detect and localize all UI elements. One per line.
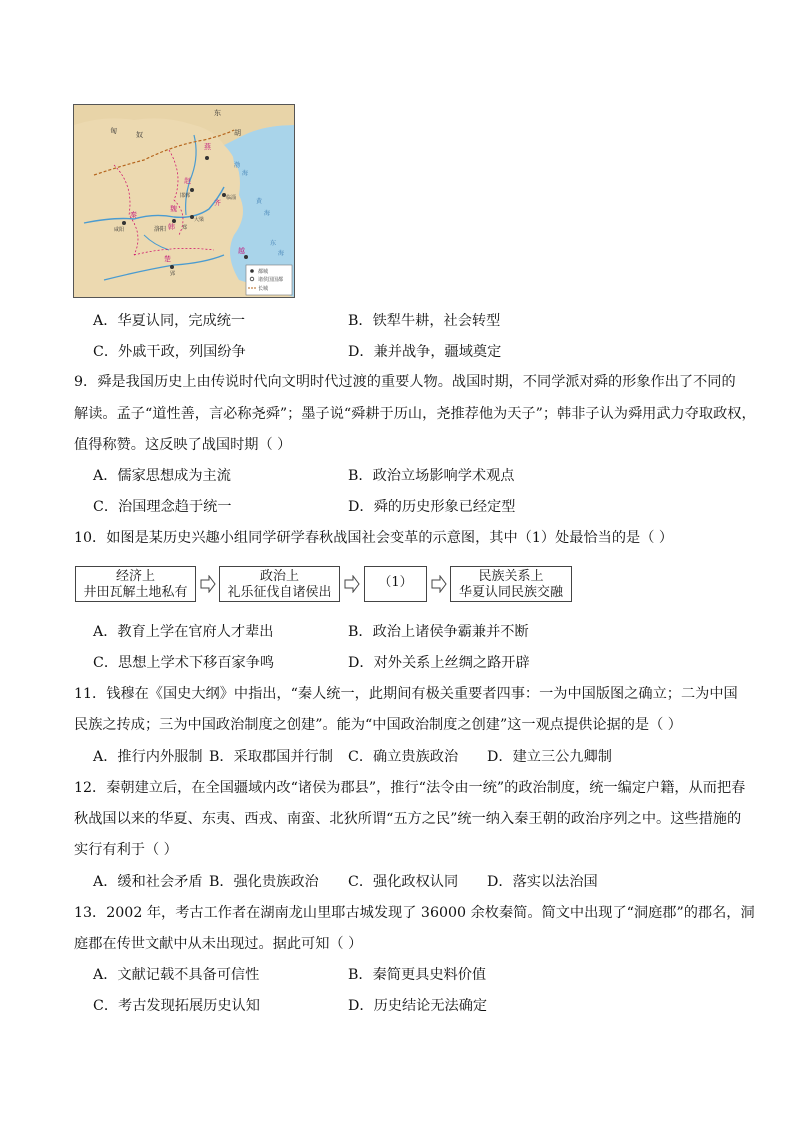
map-label-qi: 齐 — [214, 199, 221, 207]
map-label-xiong: 匈 — [110, 127, 117, 135]
map-label-sea-hai1: 海 — [242, 170, 249, 177]
q10-option-c: C．思想上学术下移百家争鸣 — [93, 655, 275, 671]
flow-box-blank-label: （1） — [378, 575, 413, 590]
map-label-qin: 秦 — [130, 211, 137, 219]
q10-option-b: B．政治上诸侯争霸兼并不断 — [348, 624, 529, 640]
q12-stem-line-1: 12．秦朝建立后，在全国疆域内改“诸侯为郡县”，推行“法令由一统”的政治制度，统一编定户籍，从而把春 — [74, 780, 746, 796]
q11-option-d: D．建立三公九卿制 — [487, 749, 612, 765]
q12-option-c: C．强化政权认同 — [348, 874, 459, 890]
q13-option-c: C．考古发现拓展历史认知 — [93, 998, 260, 1014]
flow-box-economy-title: 经济上 — [115, 569, 155, 584]
q9-stem-line-2: 解读。孟子“道性善，言必称尧舜”；墨子说“舜耕于历山，尧推荐他为天子”；韩非子认为舜用武力夺取政权， — [74, 406, 756, 422]
map-label-sea-huang: 黄 — [256, 198, 263, 205]
flow-arrow-3-icon — [431, 575, 447, 593]
q11-stem-line-1: 11．钱穆在《国史大纲》中指出，“秦人统一，此期间有极关重要者四事：一为中国版图之确立；二为中国 — [74, 686, 738, 702]
map-label-yan: 燕 — [204, 143, 211, 151]
flow-box-blank — [364, 566, 427, 602]
q11-stem-line-2: 民族之抟成；三为中国政治制度之创建”。能为“中国政治制度之创建”这一观点提供论据的是（ ） — [74, 717, 682, 733]
q10-option-d: D．对外关系上丝绸之路开辟 — [348, 655, 530, 671]
q8-option-a: A．华夏认同，完成统一 — [93, 313, 246, 329]
q12-stem-line-2: 秋战国以来的华夏、东夷、西戎、南蛮、北狄所谓“五方之民”统一纳入秦王朝的政治序列之中。这些措施的 — [74, 811, 742, 827]
map-label-linzi: 临淄 — [226, 195, 237, 201]
q13-option-d: D．历史结论无法确定 — [348, 998, 488, 1014]
flow-box-politics-title: 政治上 — [259, 569, 299, 584]
map-label-hu: 胡 — [234, 129, 241, 137]
flow-box-economy — [75, 566, 196, 602]
q10-option-a: A．教育上学在官府人才辈出 — [93, 624, 274, 640]
map-label-sea-hai3: 海 — [278, 250, 285, 257]
q9-stem-line-1: 9．舜是我国历史上由传说时代向文明时代过渡的重要人物。战国时期，不同学派对舜的形象作出了不同的 — [74, 374, 736, 390]
map-label-zhao: 赵 — [184, 177, 191, 185]
map-label-xianyang: 咸阳 — [114, 227, 125, 233]
q13-stem-line-1: 13．2002 年，考古工作者在湖南龙山里耶古城发现了 36000 余枚秦简。简文中出现了“洞庭郡”的郡名，洞 — [74, 905, 755, 921]
map-label-daliang: 大梁 — [194, 217, 205, 223]
warring-states-map — [73, 104, 295, 298]
flow-box-ethnic-text: 华夏认同民族交融 — [458, 585, 563, 600]
q8-option-b: B．铁犁牛耕，社会转型 — [348, 313, 501, 329]
map-label-chu: 楚 — [164, 255, 171, 263]
map-label-zheng: 郑 — [182, 225, 188, 231]
q11-option-b: B．采取郡国并行制 — [209, 749, 333, 765]
q10-stem: 10．如图是某历史兴趣小组同学研学春秋战国社会变革的示意图，其中（1）处最恰当的是（ ） — [74, 530, 674, 546]
flow-arrow-1-icon — [200, 575, 216, 593]
flow-box-ethnic-title: 民族关系上 — [478, 569, 544, 584]
map-graphic — [74, 105, 294, 297]
q9-option-d: D．舜的历史形象已经定型 — [348, 499, 516, 515]
map-label-ying: 郢 — [170, 271, 176, 277]
q9-option-a: A．儒家思想成为主流 — [93, 468, 231, 484]
flow-box-politics-text: 礼乐征伐自诸侯出 — [227, 585, 332, 600]
flow-box-politics — [219, 566, 340, 602]
flow-box-ethnic — [450, 566, 572, 602]
map-label-luoyang: 洛阳 — [154, 226, 167, 233]
q11-option-a: A．推行内外服制 — [93, 749, 203, 765]
map-label-sea-hai2: 海 — [264, 210, 271, 217]
map-legend-great-wall: 长城 — [258, 286, 269, 292]
map-label-yue: 越 — [238, 247, 245, 255]
q9-option-b: B．政治立场影响学术观点 — [348, 468, 515, 484]
map-legend-state-capital: 诸侯国国都 — [258, 277, 284, 283]
q9-stem-line-3: 值得称赞。这反映了战国时期（ ） — [74, 437, 292, 453]
q13-stem-line-2: 庭郡在传世文献中从未出现过。据此可知（ ） — [74, 936, 363, 952]
map-label-wei: 魏 — [170, 205, 177, 213]
q9-option-c: C．治国理念趋于统一 — [93, 499, 232, 515]
flow-box-economy-text: 井田瓦解土地私有 — [83, 585, 188, 600]
q13-option-b: B．秦简更具史料价值 — [348, 967, 487, 983]
map-label-handan: 邯郸 — [180, 193, 191, 199]
map-legend-capital: 都城 — [258, 269, 269, 275]
q12-option-b: B．强化贵族政治 — [209, 874, 319, 890]
q12-option-a: A．缓和社会矛盾 — [93, 874, 203, 890]
q13-option-a: A．文献记载不具备可信性 — [93, 967, 260, 983]
map-label-nu: 奴 — [136, 131, 143, 139]
map-label-han: 韩 — [168, 223, 175, 231]
q11-option-c: C．确立贵族政治 — [348, 749, 459, 765]
q12-stem-line-3: 实行有利于（ ） — [74, 842, 178, 858]
map-label-sea-dong: 东 — [270, 240, 277, 247]
q8-option-c: C．外戚干政，列国纷争 — [93, 344, 246, 360]
map-label-east: 东 — [214, 109, 221, 117]
q8-option-d: D．兼并战争，疆域奠定 — [348, 344, 502, 360]
flow-arrow-2-icon — [344, 575, 360, 593]
map-label-sea-bo: 渤 — [234, 162, 241, 169]
q12-option-d: D．落实以法治国 — [487, 874, 598, 890]
